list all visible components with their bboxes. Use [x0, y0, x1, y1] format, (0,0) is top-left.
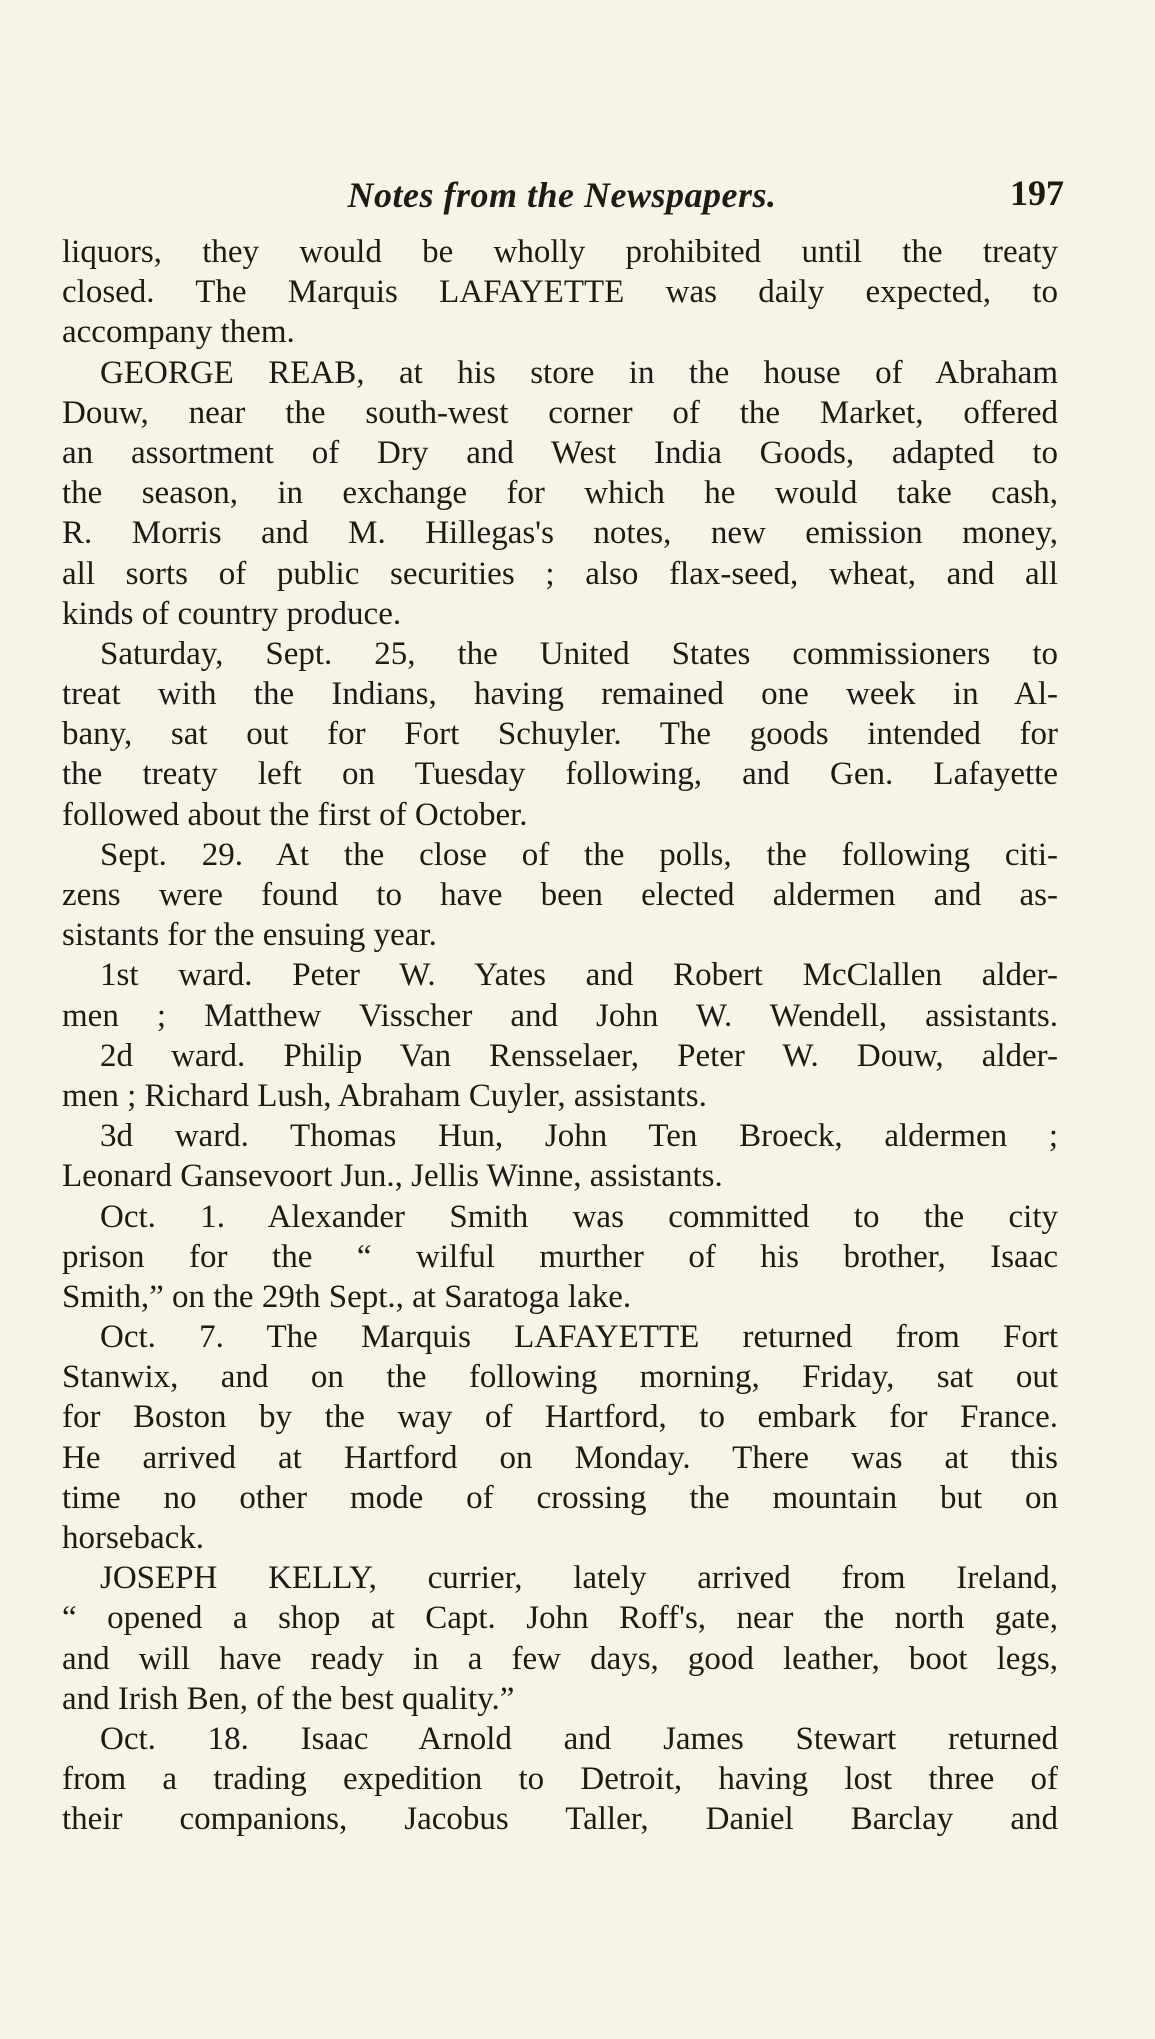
page-header — [62, 172, 1062, 222]
text-line: GEORGE REAB, at his store in the house of Abraham — [100, 354, 1058, 391]
text-line: “ opened a shop at Capt. John Roff's, near the north gate, — [62, 1600, 1058, 1637]
text-line: accompany them. — [62, 314, 295, 351]
text-line: men ; Matthew Visscher and John W. Wendell, assistants. — [62, 997, 1058, 1034]
text-line: treat with the Indians, having remained one week in Al- — [62, 676, 1058, 713]
text-line: Oct. 1. Alexander Smith was committed to the city — [100, 1198, 1058, 1235]
text-line: the treaty left on Tuesday following, and Gen. Lafayette — [62, 756, 1058, 793]
text-line: Stanwix, and on the following morning, Friday, sat out — [62, 1359, 1058, 1396]
text-line: Douw, near the south-west corner of the Market, offered — [62, 394, 1058, 431]
text-line: sistants for the ensuing year. — [62, 917, 437, 954]
text-line: men ; Richard Lush, Abraham Cuyler, assistants. — [62, 1077, 707, 1114]
text-line: He arrived at Hartford on Monday. There was at this — [62, 1439, 1058, 1476]
text-line: Smith,” on the 29th Sept., at Saratoga lake. — [62, 1278, 632, 1315]
text-line: all sorts of public securities ; also flax-seed, wheat, and all — [62, 555, 1058, 592]
text-line: 1st ward. Peter W. Yates and Robert McClallen alder- — [100, 957, 1058, 994]
text-line: and Irish Ben, of the best quality.” — [62, 1680, 515, 1717]
text-line: Sept. 29. At the close of the polls, the following citi- — [100, 836, 1058, 873]
page-number: 197 — [1010, 173, 1064, 213]
text-line: followed about the first of October. — [62, 796, 528, 833]
text-line: Oct. 7. The Marquis LAFAYETTE returned from Fort — [100, 1319, 1058, 1356]
text-line: zens were found to have been elected aldermen and as- — [62, 877, 1058, 913]
text-line: kinds of country produce. — [62, 595, 402, 632]
text-line: Oct. 18. Isaac Arnold and James Stewart returned — [100, 1720, 1058, 1757]
text-line: horseback. — [62, 1520, 205, 1556]
text-line: from a trading expedition to Detroit, having lost three of — [62, 1761, 1058, 1798]
body-text — [62, 232, 1058, 1840]
text-line: 2d ward. Philip Van Rensselaer, Peter W. Douw, alder- — [100, 1037, 1058, 1074]
text-line: for Boston by the way of Hartford, to embark for France. — [62, 1399, 1058, 1436]
running-title: Notes from the Newspapers. — [347, 175, 777, 215]
text-line: 3d ward. Thomas Hun, John Ten Broeck, aldermen ; — [100, 1118, 1058, 1155]
text-line: JOSEPH KELLY, currier, lately arrived from Ireland, — [100, 1560, 1058, 1597]
text-line: prison for the “ wilful murther of his brother, Isaac — [62, 1238, 1058, 1275]
text-line: R. Morris and M. Hillegas's notes, new emission money, — [62, 515, 1058, 552]
text-line: bany, sat out for Fort Schuyler. The goods intended for — [62, 716, 1058, 753]
text-line: time no other mode of crossing the mountain but on — [62, 1479, 1058, 1516]
text-line: Leonard Gansevoort Jun., Jellis Winne, assistants. — [62, 1158, 723, 1195]
text-line: the season, in exchange for which he would take cash, — [62, 475, 1058, 512]
text-line: an assortment of Dry and West India Goods, adapted to — [62, 434, 1058, 471]
text-line: closed. The Marquis LAFAYETTE was daily expected, to — [62, 274, 1058, 311]
text-line: liquors, they would be wholly prohibited until the treaty — [62, 234, 1058, 270]
text-line: Saturday, Sept. 25, the United States commissioners to — [100, 635, 1058, 672]
text-line: their companions, Jacobus Taller, Daniel Barclay and — [62, 1801, 1058, 1838]
text-line: and will have ready in a few days, good leather, boot legs, — [62, 1640, 1058, 1677]
